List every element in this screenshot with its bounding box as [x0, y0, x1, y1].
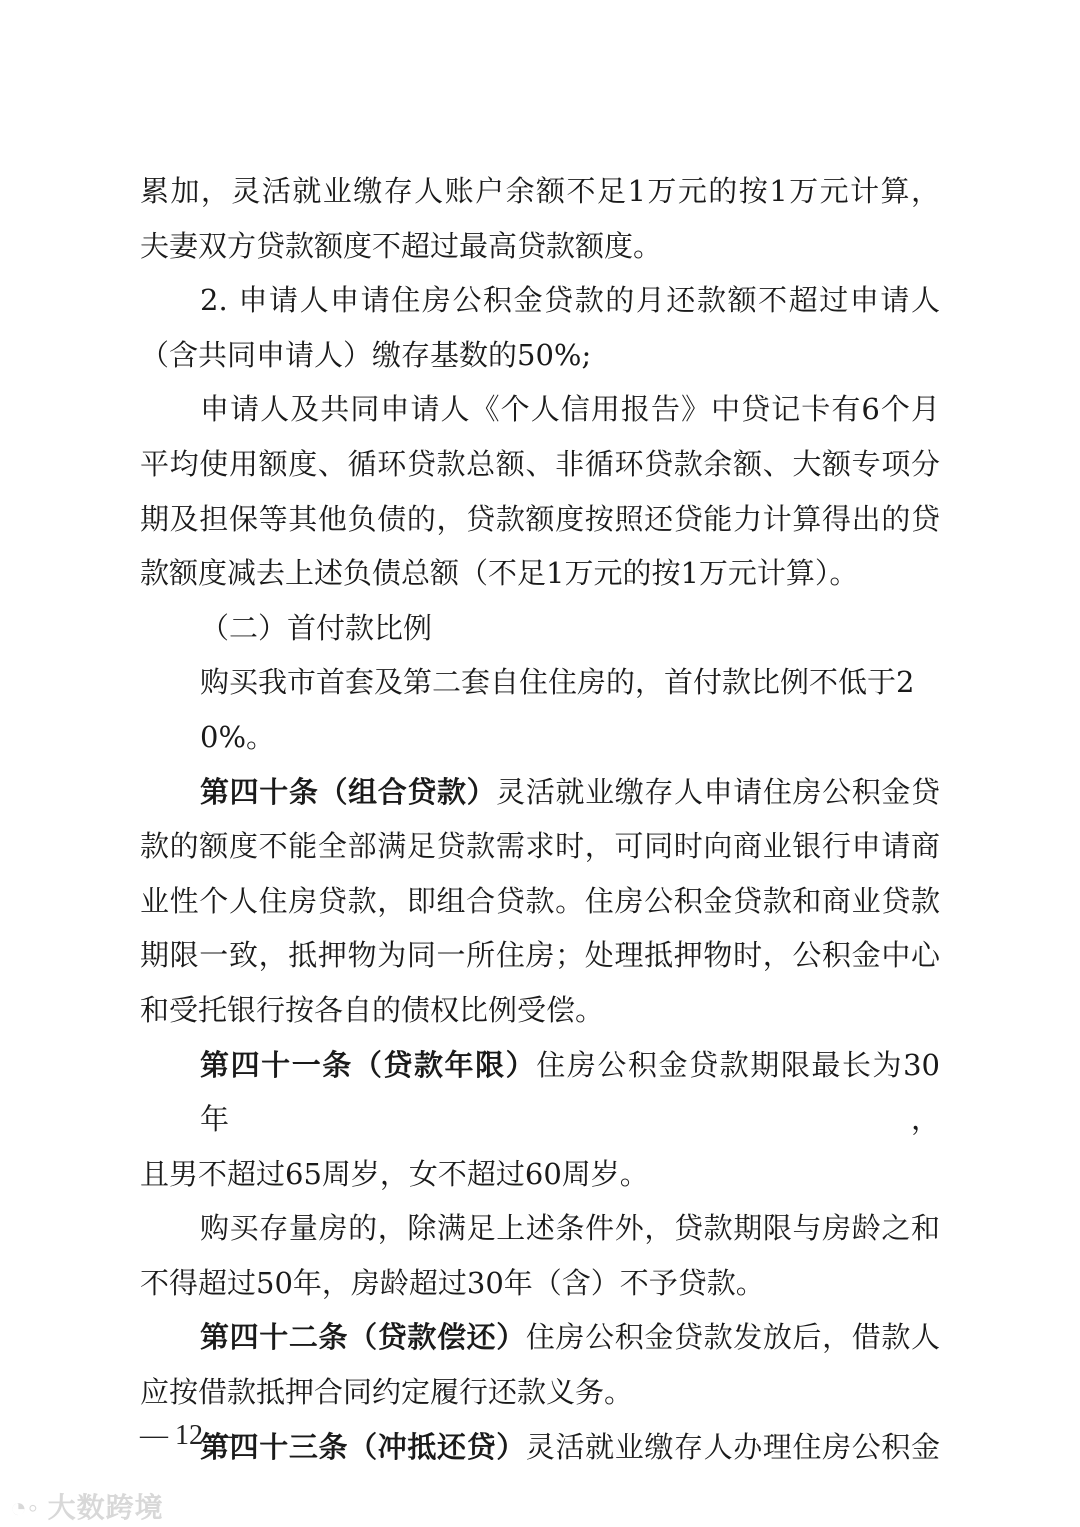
line-text: 和受托银行按各自的债权比例受偿。 [140, 992, 605, 1027]
text-line [140, 874, 940, 929]
line-text: 期及担保等其他负债的，贷款额度按照还贷能力计算得出的贷 [140, 501, 940, 536]
text-line [140, 1038, 940, 1147]
text-line [140, 1420, 940, 1475]
text-line [140, 328, 940, 383]
line-text: 款额度减去上述负债总额（不足1万元的按1万元计算）。 [140, 556, 859, 591]
line-text: 期限一致，抵押物为同一所住房；处理抵押物时，公积金中心 [140, 938, 940, 973]
text-line [140, 382, 940, 437]
article-heading: 第四十二条（贷款偿还） [200, 1320, 526, 1355]
line-text: 购买存量房的，除满足上述条件外，贷款期限与房龄之和 [200, 1211, 940, 1246]
text-line [140, 983, 940, 1038]
line-text: 购买我市首套及第二套自住住房的，首付款比例不低于20%。 [200, 665, 915, 754]
line-text: 夫妻双方贷款额度不超过最高贷款额度。 [140, 228, 663, 263]
line-text: 住房公积金贷款期限最长为30年， [200, 1047, 940, 1137]
document-body [140, 164, 940, 1474]
line-text: 款的额度不能全部满足贷款需求时，可同时向商业银行申请商 [140, 829, 940, 864]
line-text: （含共同申请人）缴存基数的50%; [140, 337, 592, 372]
line-text: 不得超过50年，房龄超过30年（含）不予贷款。 [140, 1265, 765, 1300]
text-line [140, 219, 940, 274]
text-line [140, 1147, 940, 1202]
text-line [140, 1256, 940, 1311]
watermark-logo [10, 1486, 164, 1526]
text-line [140, 1365, 940, 1420]
line-text: 平均使用额度、循环贷款总额、非循环贷款余额、大额专项分 [140, 446, 940, 481]
text-line [140, 437, 940, 492]
text-line [140, 546, 940, 601]
line-text: 且男不超过65周岁，女不超过60周岁。 [140, 1156, 649, 1191]
text-line [140, 1310, 940, 1365]
line-text: 应按借款抵押合同约定履行还款义务。 [140, 1375, 634, 1410]
text-line [140, 164, 940, 219]
text-line [140, 765, 940, 820]
line-text: （二）首付款比例 [200, 610, 433, 645]
line-text: 灵活就业缴存人办理住房公积金 [525, 1429, 940, 1464]
line-text: 累加，灵活就业缴存人账户余额不足1万元的按1万元计算， [140, 174, 940, 208]
watermark-text: 大数跨境 [47, 1492, 164, 1523]
text-line [140, 928, 940, 983]
article-heading: 第四十条（组合贷款） [200, 774, 497, 809]
line-text: 业性个人住房贷款，即组合贷款。住房公积金贷款和商业贷款 [140, 883, 940, 918]
watermark-icon: ◔◦ [10, 1492, 48, 1523]
article-heading: 第四十一条（贷款年限） [200, 1047, 537, 1082]
line-text: 申请人及共同申请人《个人信用报告》中贷记卡有6个月 [200, 392, 940, 427]
line-text: 灵活就业缴存人申请住房公积金贷 [496, 774, 940, 809]
text-line [140, 655, 940, 764]
line-text: 2. 申请人申请住房公积金贷款的月还款额不超过申请人 [200, 283, 940, 318]
page-number: — 12 — [140, 1420, 238, 1451]
line-text: 住房公积金贷款发放后，借款人 [525, 1320, 940, 1355]
text-line [140, 1201, 940, 1256]
text-line [140, 492, 940, 547]
article-heading: 第四十三条（冲抵还贷） [200, 1429, 526, 1464]
text-line [140, 819, 940, 874]
text-line [140, 601, 940, 656]
text-line [140, 273, 940, 328]
